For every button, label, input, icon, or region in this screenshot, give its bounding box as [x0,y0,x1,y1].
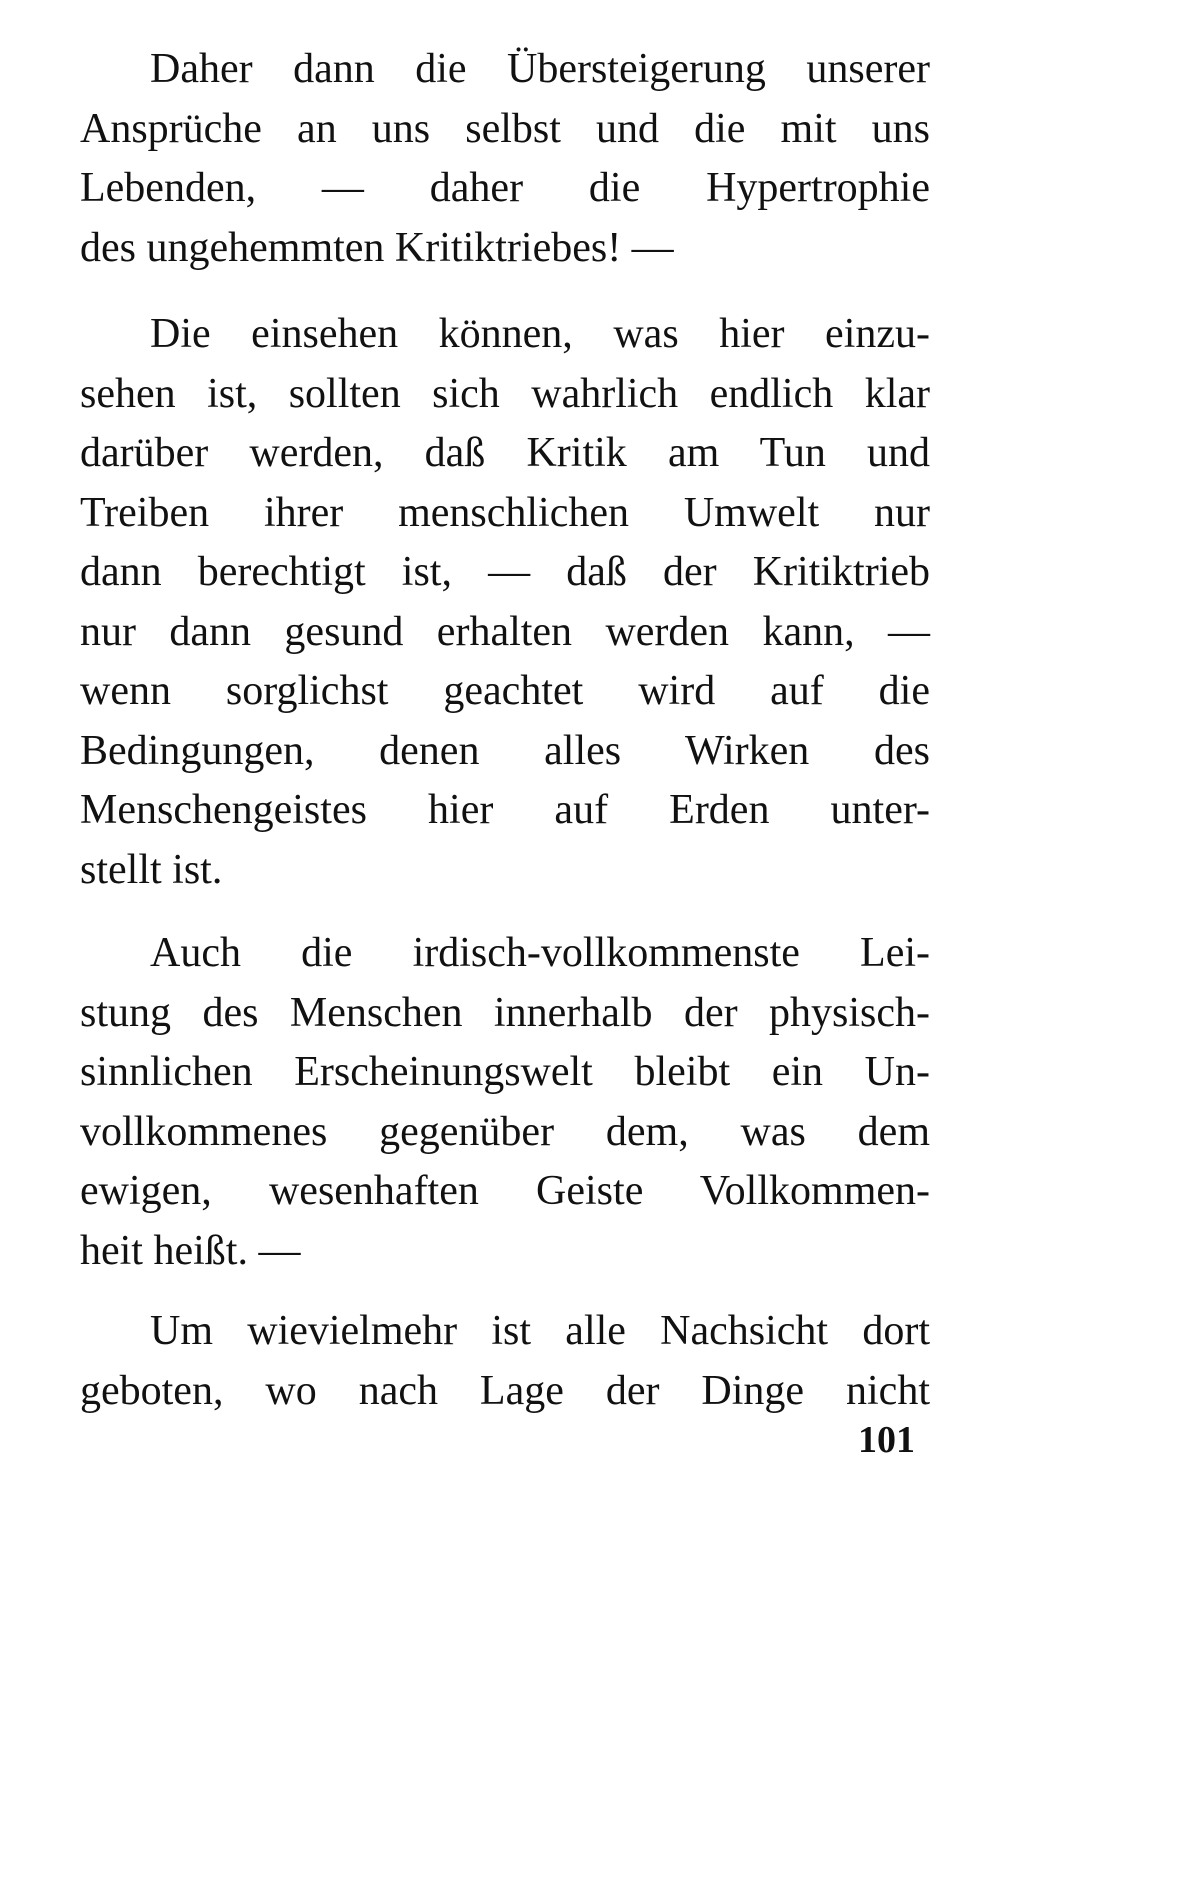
text-line: stung des Menschen innerhalb der physisch- [80,989,930,1036]
paragraph-1 [80,40,930,278]
text-line: sinnlichen Erscheinungswelt bleibt ein Un- [80,1049,930,1095]
text-line: Treiben ihrer menschlichen Umwelt nur [80,489,930,536]
paragraph-4 [80,1302,930,1421]
text-line: vollkommenes gegenüber dem, was dem [80,1108,930,1155]
text-line: wenn sorglichst geachtet wird auf die [80,668,930,714]
paragraph-2 [80,305,930,900]
text-line: nur dann gesund erhalten werden kann, — [80,608,930,655]
text-line: Auch die irdisch-vollkommenste Lei- [150,930,930,976]
text-line: des ungehemmten Kritiktriebes! — [80,224,674,271]
text-line: Daher dann die Übersteigerung unserer [150,46,930,92]
text-line: ewigen, wesenhaften Geiste Vollkommen- [80,1168,930,1214]
text-line: Um wievielmehr ist alle Nachsicht dort [150,1308,930,1354]
text-line: Bedingungen, denen alles Wirken des [80,727,930,774]
text-line: darüber werden, daß Kritik am Tun und [80,430,930,476]
text-line: Ansprüche an uns selbst und die mit uns [80,105,930,152]
text-line: heit heißt. — [80,1227,301,1274]
paragraph-3 [80,924,930,1281]
text-line: Die einsehen können, was hier einzu- [150,311,930,357]
text-line: sehen ist, sollten sich wahrlich endlich klar [80,370,930,417]
text-line: geboten, wo nach Lage der Dinge nicht [80,1367,930,1414]
text-line: Menschengeistes hier auf Erden unter- [80,787,930,833]
page-number: 101 [858,1419,915,1461]
text-line: dann berechtigt ist, — daß der Kritiktrieb [80,549,930,595]
text-line: stellt ist. [80,846,223,893]
text-line: Lebenden, — daher die Hypertrophie [80,165,930,211]
